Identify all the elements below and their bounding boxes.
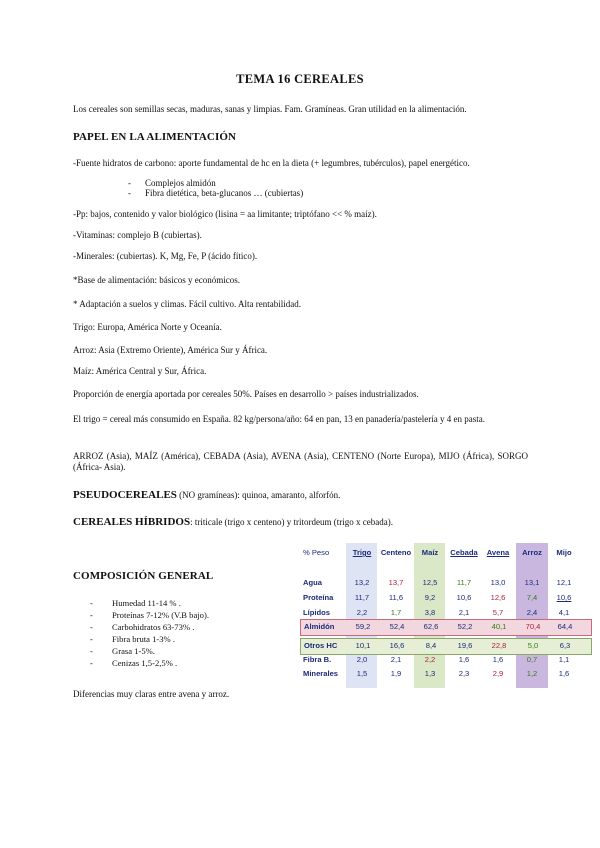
table-cell: 9,2 (424, 593, 436, 602)
row-label: Agua (303, 578, 322, 587)
column-header: Avena (486, 548, 510, 557)
table-cell: 5,0 (527, 641, 539, 650)
table-cell: 4,1 (558, 608, 570, 617)
adaptacion-paragraph: * Adaptación a suelos y climas. Fácil cultivo. Alta rentabilidad. (73, 299, 301, 309)
table-row (300, 619, 592, 636)
table-cell: 62,6 (423, 622, 439, 631)
table-row (300, 606, 590, 620)
column-header: Trigo (352, 548, 372, 557)
composicion-list (90, 598, 209, 669)
list-item: - Carbohidratos 63-73% . (90, 622, 209, 634)
table-cell: 6,3 (559, 641, 571, 650)
trigo-consumo-paragraph: El trigo = cereal más consumido en España. 82 kg/persona/año: 64 en pan, 13 en panadería/pastelería y 4 en pasta. (73, 414, 485, 424)
table-cell: 16,6 (389, 641, 405, 650)
vitaminas-paragraph: -Vitaminas: complejo B (cubiertas). (73, 230, 202, 240)
table-cell: 12,1 (556, 578, 572, 587)
table-cell: 10,6 (556, 593, 572, 602)
table-cell: 0,7 (526, 655, 538, 664)
section-heading-composicion: COMPOSICIÓN GENERAL (73, 570, 214, 582)
table-cell: 1,6 (458, 655, 470, 664)
table-cell: 13,0 (490, 578, 506, 587)
row-label: Lípidos (303, 608, 330, 617)
table-cell: 2,0 (356, 655, 368, 664)
table-cell: 10,6 (456, 593, 472, 602)
list-item: - Cenizas 1,5-2,5% . (90, 658, 209, 670)
base-paragraph: *Base de alimentación: básicos y económicos. (73, 275, 240, 285)
fuente-subitem: - Complejos almidón (128, 178, 216, 188)
table-cell: 1,6 (558, 669, 570, 678)
arroz-paragraph: Arroz: Asia (Extremo Oriente), América Sur y África. (73, 345, 268, 355)
row-label: Minerales (303, 669, 339, 678)
table-cell: 1,7 (390, 608, 402, 617)
table-cell: 22,8 (491, 641, 507, 650)
row-label: Almidón (304, 622, 335, 631)
table-cell: 1,3 (424, 669, 436, 678)
table-cell: 52,4 (389, 622, 405, 631)
column-header: Cebada (450, 548, 478, 557)
row-label: Fibra B. (303, 655, 332, 664)
table-cell: 2,9 (492, 669, 504, 678)
page-title: TEMA 16 CEREALES (236, 72, 364, 86)
table-cell: 3,8 (424, 608, 436, 617)
table-cell: 11,7 (354, 593, 370, 602)
section-heading-papel: PAPEL EN LA ALIMENTACIÓN (73, 131, 237, 143)
table-cell: 70,4 (525, 622, 541, 631)
table-cell: 52,2 (457, 622, 473, 631)
table-cell: 2,2 (356, 608, 368, 617)
trigo-paragraph: Trigo: Europa, América Norte y Oceanía. (73, 322, 222, 332)
table-row (300, 653, 590, 667)
hibridos-paragraph (73, 517, 393, 528)
column-header: Centeno (380, 548, 412, 557)
table-corner-label: % Peso (303, 548, 330, 557)
table-cell: 64,4 (557, 622, 573, 631)
table-cell: 11,7 (456, 578, 472, 587)
row-label: Otros HC (304, 641, 338, 650)
table-cell: 2,3 (458, 669, 470, 678)
table-cell: 40,1 (491, 622, 507, 631)
table-cell: 5,7 (492, 608, 504, 617)
table-cell: 12,6 (490, 593, 506, 602)
table-cell: 13,2 (354, 578, 370, 587)
list-item: - Proteínas 7-12% (V.B bajo). (90, 610, 209, 622)
composition-table (300, 543, 590, 688)
table-cell: 59,2 (355, 622, 371, 631)
table-row (300, 576, 590, 590)
table-cell: 1,9 (390, 669, 402, 678)
table-cell: 7,4 (526, 593, 538, 602)
hibridos-text: : triticale (trigo x centeno) y tritordeum (trigo x cebada). (190, 517, 393, 527)
intro-paragraph: Los cereales son semillas secas, maduras, sanas y limpias. Fam. Gramíneas. Gran utilidad en la alimentación. (73, 104, 467, 114)
table-row (300, 667, 590, 681)
proporcion-paragraph: Proporción de energía aportada por cereales 50%. Países en desarrollo > países industrializados. (73, 389, 419, 399)
column-header: Mijo (556, 548, 572, 557)
table-cell: 1,5 (356, 669, 368, 678)
list-item: - Humedad 11-14 % . (90, 598, 209, 610)
table-cell: 8,4 (425, 641, 437, 650)
fuente-paragraph: -Fuente hidratos de carbono: aporte fundamental de hc en la dieta (+ legumbres, tubérculos), papel energético. (73, 158, 470, 168)
table-cell: 1,1 (558, 655, 570, 664)
minerales-paragraph: -Minerales: (cubiertas). K, Mg, Fe, P (ácido fítico). (73, 251, 258, 261)
row-label: Proteína (303, 593, 334, 602)
pseudocereales-heading: PSEUDOCEREALES (73, 489, 177, 501)
pseudocereales-text: (NO gramíneas): quinoa, amaranto, alforfón. (176, 490, 341, 500)
table-cell: 10,1 (355, 641, 371, 650)
origenes-paragraph: ARROZ (Asia), MAÍZ (América), CEBADA (Asia), AVENA (Asia), CENTENO (Norte Europa), MIJO (África), SORGO (África- Asia). (73, 451, 528, 472)
diferencias-paragraph: Diferencias muy claras entre avena y arroz. (73, 689, 230, 699)
table-cell: 19,6 (457, 641, 473, 650)
column-header: Arroz (522, 548, 542, 557)
table-cell: 11,6 (388, 593, 404, 602)
table-cell: 12,5 (422, 578, 438, 587)
table-cell: 1,2 (526, 669, 538, 678)
list-item: - Fibra bruta 1-3% . (90, 634, 209, 646)
hibridos-heading: CEREALES HÍBRIDOS (73, 516, 191, 528)
table-cell: 1,6 (492, 655, 504, 664)
pseudocereales-paragraph (73, 490, 340, 501)
table-header-row (300, 546, 590, 560)
fuente-subitem: - Fibra dietética, beta-glucanos … (cubiertas) (128, 188, 304, 198)
table-row (300, 591, 590, 605)
table-cell: 2,1 (458, 608, 470, 617)
table-cell: 2,1 (390, 655, 402, 664)
table-cell: 13,1 (524, 578, 540, 587)
pp-paragraph: -Pp: bajos, contenido y valor biológico (lisina = aa limitante; triptófano << % maíz). (73, 209, 377, 219)
table-cell: 13,7 (388, 578, 404, 587)
column-header: Maíz (421, 548, 439, 557)
list-item: - Grasa 1-5%. (90, 646, 209, 658)
table-cell: 2,2 (424, 655, 436, 664)
table-cell: 2,4 (526, 608, 538, 617)
maiz-paragraph: Maíz: América Central y Sur, África. (73, 366, 207, 376)
